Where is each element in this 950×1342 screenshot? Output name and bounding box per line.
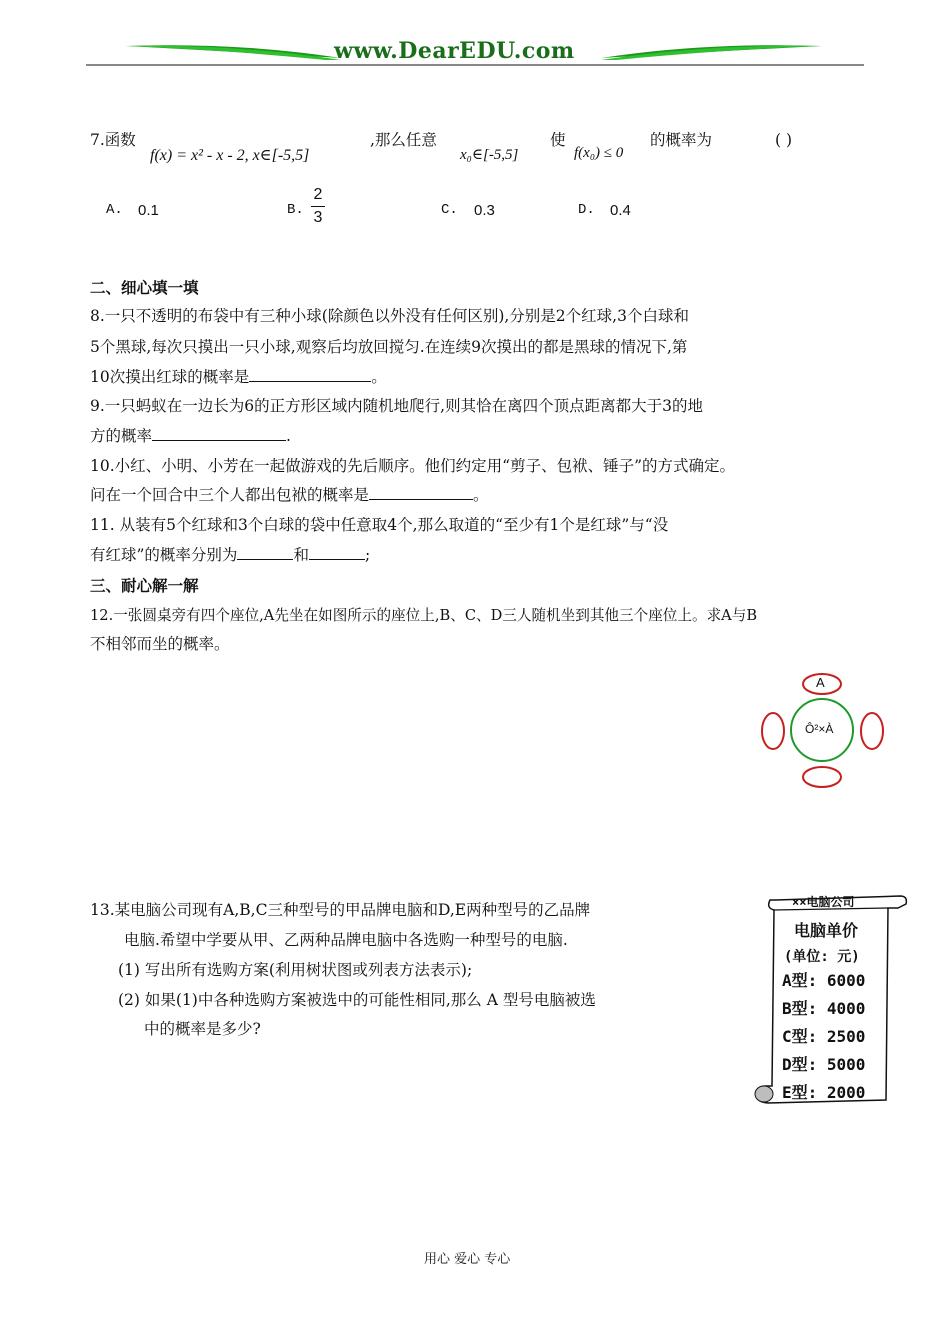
- q7-option-b-label: B.: [287, 202, 304, 218]
- q7-option-a-label: A.: [106, 202, 123, 218]
- header-banner: [86, 30, 864, 70]
- seat-a-label: A: [816, 675, 825, 690]
- q10-answer-blank[interactable]: [369, 485, 473, 500]
- q7-suffix: 的概率为: [650, 131, 713, 149]
- q13-line2: 电脑.希望中学要从甲、乙两种品牌电脑中各选购一种型号的电脑.: [124, 931, 568, 949]
- q13-sub2b: 中的概率是多少?: [144, 1020, 261, 1038]
- q8-line3-text: 10次摸出红球的概率是: [90, 368, 250, 386]
- price-row-c: C型: 2500: [782, 1027, 866, 1046]
- price-row-b: B型: 4000: [782, 999, 866, 1018]
- q10-line2: [90, 485, 489, 505]
- q7-option-d-label: D.: [578, 202, 595, 218]
- seat-bottom: [803, 767, 841, 787]
- q7-function: f(x) = x² - x - 2, x∈[-5,5]: [150, 147, 310, 164]
- q13-line1: 13.某电脑公司现有A,B,C三种型号的甲品牌电脑和D,E两种型号的乙品牌: [90, 901, 591, 919]
- q13-sub2a: (2) 如果(1)中各种选购方案被选中的可能性相同,那么 A 型号电脑被选: [118, 991, 596, 1009]
- q7-option-b-fraction: [309, 186, 327, 227]
- q10-line2-text: 问在一个回合中三个人都出包袱的概率是: [90, 486, 370, 504]
- seat-left: [762, 713, 784, 749]
- q8-line3: [90, 367, 387, 387]
- site-logo: www.DearEDU.com: [334, 38, 575, 64]
- q7-inequality: f(x₀) ≤ 0: [574, 145, 624, 161]
- fraction-denominator: 3: [313, 209, 323, 226]
- q8-line1: 8.一只不透明的布袋中有三种小球(除颜色以外没有任何区别),分别是2个红球,3个白球和: [90, 307, 689, 325]
- q11-line2-end: ;: [364, 546, 371, 564]
- q11-line2: [90, 545, 370, 565]
- q10-line2-end: 。: [473, 486, 489, 504]
- q11-line2-mid: 和: [293, 546, 309, 564]
- price-row-d: D型: 5000: [782, 1055, 866, 1074]
- q7-option-d-value: 0.4: [610, 202, 631, 219]
- section-2-title: 二、细心填一填: [90, 279, 199, 297]
- q11-answer-blank-1[interactable]: [237, 545, 293, 560]
- q8-line2: 5个黑球,每次只摸出一只小球,观察后均放回搅匀.在连续9次摸出的都是黑球的情况下,第: [90, 338, 688, 356]
- fraction-numerator: 2: [313, 186, 323, 203]
- q9-answer-blank[interactable]: [152, 426, 286, 441]
- q7-option-a-value: 0.1: [138, 202, 159, 219]
- q9-line2: [90, 426, 291, 446]
- q7-prefix: 7.函数: [90, 131, 136, 149]
- q11-answer-blank-2[interactable]: [309, 545, 365, 560]
- price-row-e: E型: 2000: [782, 1083, 866, 1102]
- table-label: Ô²×À: [805, 722, 834, 736]
- round-table-figure: [755, 670, 890, 790]
- scroll-heading: 电脑单价: [794, 921, 859, 940]
- q7-condition: x₀∈[-5,5]: [460, 147, 519, 163]
- q13-sub1: (1) 写出所有选购方案(利用树状图或列表方法表示);: [118, 961, 473, 979]
- q7-mid: ,那么任意: [370, 131, 437, 149]
- q11-line1: 11. 从装有5个红球和3个白球的袋中任意取4个,那么取道的“至少有1个是红球”与“没: [90, 516, 669, 534]
- q11-line2-text: 有红球”的概率分别为: [90, 546, 238, 564]
- q8-answer-blank[interactable]: [249, 367, 371, 382]
- scroll-title: ××电脑公司: [792, 895, 855, 909]
- q7-option-c-label: C.: [441, 202, 458, 218]
- scroll-unit: (单位: 元): [784, 949, 860, 965]
- q10-line1: 10.小红、小明、小芳在一起做游戏的先后顺序。他们约定用“剪子、包袱、锤子”的方式确定。: [90, 457, 736, 475]
- page-footer: 用心 爱心 专心: [424, 1252, 511, 1267]
- q12-line2: 不相邻而坐的概率。: [90, 635, 230, 653]
- price-row-a: A型: 6000: [782, 971, 866, 990]
- q8-line3-end: 。: [371, 368, 387, 386]
- q7-answer-paren: ( ): [775, 131, 793, 149]
- q9-line1: 9.一只蚂蚁在一边长为6的正方形区域内随机地爬行,则其恰在离四个顶点距离都大于3的地: [90, 397, 703, 415]
- q7-mid2: 使: [550, 131, 566, 149]
- q9-line2-end: .: [286, 427, 291, 445]
- section-3-title: 三、耐心解一解: [90, 577, 199, 595]
- seat-right: [861, 713, 883, 749]
- price-scroll: [748, 888, 908, 1113]
- q7-option-c-value: 0.3: [474, 202, 495, 219]
- q9-line2-text: 方的概率: [90, 427, 153, 445]
- q12-line1: 12.一张圆桌旁有四个座位,A先坐在如图所示的座位上,B、C、D三人随机坐到其他三个座位上。求A与B: [90, 607, 758, 624]
